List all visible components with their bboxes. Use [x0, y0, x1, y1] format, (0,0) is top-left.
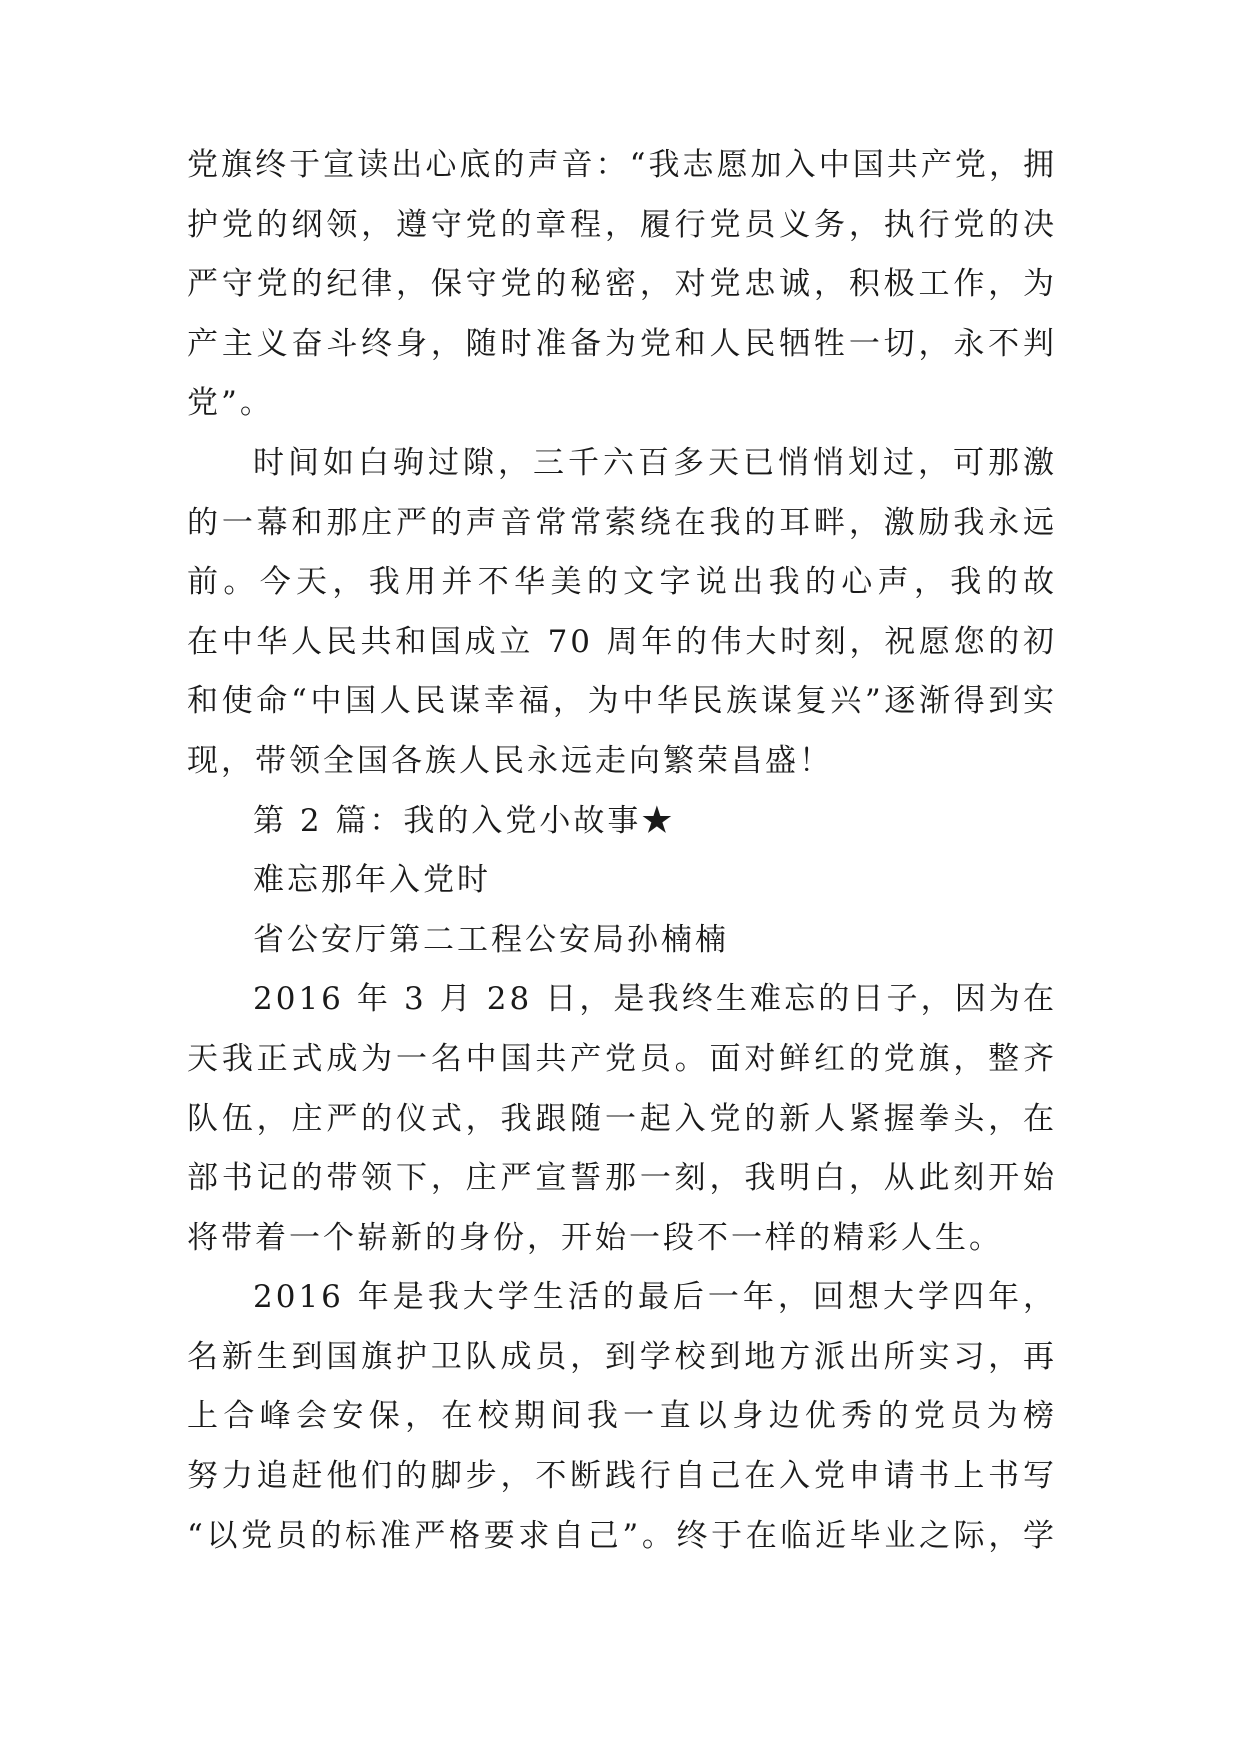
- text-line: 难忘那年入党时: [253, 862, 491, 899]
- text-line: 和使命“中国人民谋幸福，为中华民族谋复兴”逐渐得到实: [187, 683, 1057, 720]
- text-line: 队伍，庄严的仪式，我跟随一起入党的新人紧握拳头，在: [187, 1100, 1057, 1137]
- text-line: 在中华人民共和国成立 70 周年的伟大时刻，祝愿您的初: [187, 623, 1057, 660]
- text-line: 产主义奋斗终身，随时准备为党和人民牺牲一切，永不判: [187, 325, 1057, 362]
- text-line: 的一幕和那庄严的声音常常萦绕在我的耳畔，激励我永远: [187, 504, 1057, 541]
- text-line: 名新生到国旗护卫队成员，到学校到地方派出所实习，再: [187, 1338, 1057, 1375]
- text-line: 努力追赶他们的脚步，不断践行自己在入党申请书上书写: [187, 1458, 1057, 1495]
- text-line: 天我正式成为一名中国共产党员。面对鲜红的党旗，整齐: [187, 1040, 1057, 1077]
- text-line: 部书记的带领下，庄严宣誓那一刻，我明白，从此刻开始: [187, 1160, 1057, 1197]
- text-line: 严守党的纪律，保守党的秘密，对党忠诚，积极工作，为: [187, 266, 1057, 303]
- text-line: 时间如白驹过隙，三千六百多天已悄悄划过，可那激: [253, 444, 1057, 481]
- text-line: 第 2 篇：我的入党小故事★: [253, 802, 676, 839]
- document-body: [187, 136, 1057, 1566]
- text-line: 党旗终于宣读出心底的声音：“我志愿加入中国共产党，拥: [187, 147, 1057, 183]
- text-line: 现，带领全国各族人民永远走向繁荣昌盛！: [187, 742, 833, 779]
- text-line: 2016 年 3 月 28 日，是我终生难忘的日子，因为在: [253, 981, 1057, 1018]
- text-line: 上合峰会安保，在校期间我一直以身边优秀的党员为榜: [187, 1398, 1057, 1435]
- text-line: 护党的纲领，遵守党的章程，履行党员义务，执行党的决: [187, 206, 1057, 243]
- text-line: 将带着一个崭新的身份，开始一段不一样的精彩人生。: [187, 1219, 1003, 1256]
- text-line: 2016 年是我大学生活的最后一年，回想大学四年，: [253, 1279, 1057, 1316]
- text-line: 党”。: [187, 385, 274, 422]
- text-line: 前。今天，我用并不华美的文字说出我的心声，我的故: [187, 564, 1057, 601]
- text-line: “以党员的标准严格要求自己”。终于在临近毕业之际，学: [187, 1517, 1057, 1554]
- text-line: 省公安厅第二工程公安局孙楠楠: [253, 921, 729, 958]
